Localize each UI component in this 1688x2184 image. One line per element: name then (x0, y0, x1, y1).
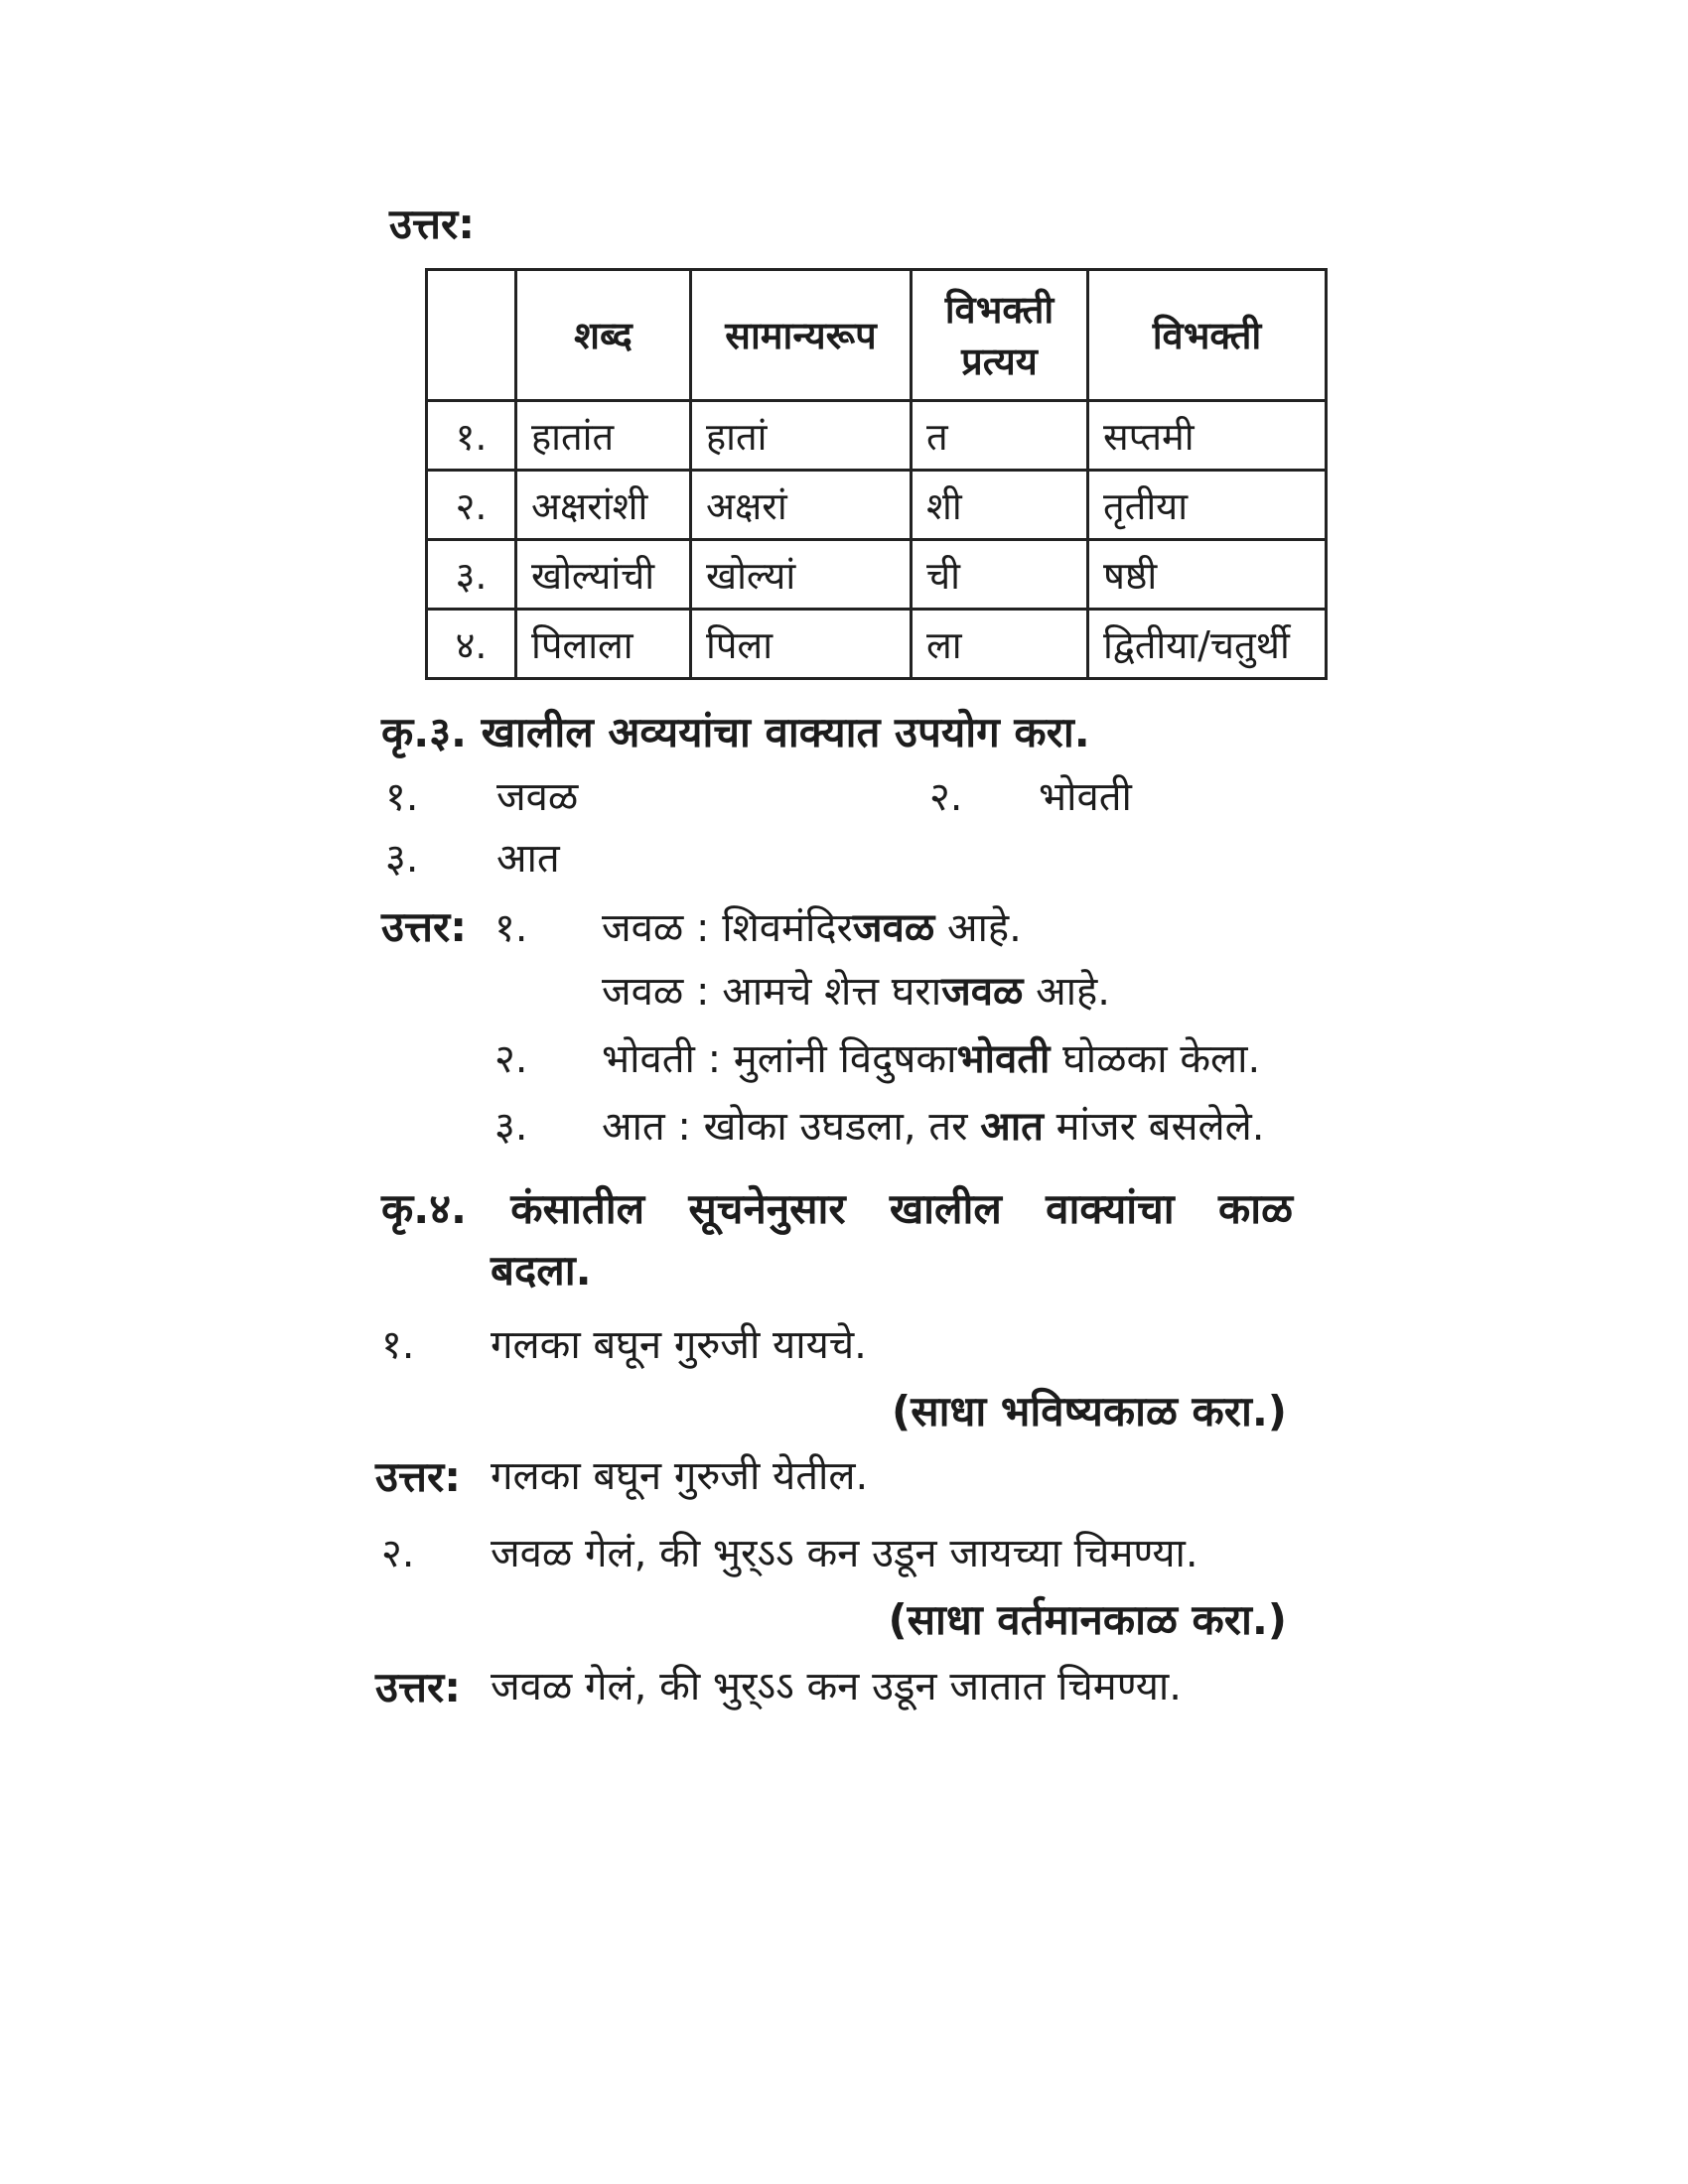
table-cell: त (912, 401, 1088, 471)
answer-keyword: भोवती (956, 1036, 1051, 1082)
answer-keyword: जवळ (852, 905, 935, 951)
table-row (427, 540, 1327, 610)
q3-item-number: १. (385, 774, 419, 820)
q4-item-number: २. (381, 1531, 415, 1576)
answer-text: मांजर बसलेले. (1055, 1104, 1265, 1150)
q3-item-word: भोवती (1039, 774, 1132, 820)
q4-item-number: १. (381, 1322, 415, 1368)
answer-text: घोळका केला. (1062, 1036, 1261, 1082)
table-header-row (427, 270, 1327, 401)
table-cell: सप्तमी (1088, 401, 1327, 471)
q4-item-instruction: (साधा वर्तमानकाळ करा.) (888, 1595, 1287, 1644)
table-cell: अक्षरांशी (516, 471, 691, 540)
answer-keyword-label: जवळ : (602, 905, 710, 951)
table-cell: हातांत (516, 401, 691, 471)
q4-item-instruction: (साधा भविष्यकाळ करा.) (892, 1387, 1287, 1435)
table-cell: खोल्यां (691, 540, 912, 610)
answer-keyword: जवळ (941, 969, 1024, 1015)
q3-title: कृ.३. खालील अव्ययांचा वाक्यात उपयोग करा. (381, 708, 1090, 756)
answer-keyword-label: भोवती : (602, 1036, 722, 1082)
table-cell: खोल्यांची (516, 540, 691, 610)
q4-answer-label: उत्तर: (375, 1663, 462, 1711)
answer-keyword-label: आत : (602, 1104, 691, 1150)
table-cell: १. (427, 401, 516, 471)
q3-answer-line (602, 967, 1110, 1017)
q3-answer-number: २. (494, 1036, 528, 1082)
table-cell: ला (912, 610, 1088, 679)
q3-item-number: २. (929, 774, 963, 820)
table-cell: तृतीया (1088, 471, 1327, 540)
answer-text: खोका उघडला, तर (703, 1104, 968, 1150)
table-header-cell: सामान्यरूप (691, 270, 912, 401)
q4-title-line1: कृ.४. कंसातील सूचनेनुसार खालील वाक्यांचा काळ (381, 1184, 1293, 1233)
table-header-cell: शब्द (516, 270, 691, 401)
answer-text: शिवमंदिर (722, 905, 853, 951)
vibhakti-table (425, 268, 1328, 680)
table-cell: षष्ठी (1088, 540, 1327, 610)
answer-text: मुलांनी विदुषका (733, 1036, 957, 1082)
answer-keyword: आत (980, 1104, 1044, 1150)
q3-item-word: जवळ (496, 774, 579, 820)
q4-item-sentence: जवळ गेलं, की भुर्ऽऽ कन उडून जायच्या चिमण्या. (491, 1531, 1198, 1576)
table-cell: पिला (691, 610, 912, 679)
table-row (427, 401, 1327, 471)
q3-answer-number: ३. (494, 1104, 528, 1150)
table-cell: द्वितीया/चतुर्थी (1088, 610, 1327, 679)
q3-answer-line (602, 1034, 1260, 1084)
table-cell: अक्षरां (691, 471, 912, 540)
table-row (427, 471, 1327, 540)
table-cell: ३. (427, 540, 516, 610)
q3-answer-number: १. (494, 905, 528, 951)
answer-keyword-label: जवळ : (602, 969, 710, 1015)
table-cell: २. (427, 471, 516, 540)
q3-answer-line (602, 903, 1022, 953)
answer-heading: उत्तर: (389, 200, 476, 248)
table-row (427, 610, 1327, 679)
q3-item-number: ३. (385, 836, 419, 882)
table-header-cell: विभक्ती (1088, 270, 1327, 401)
table-cell: शी (912, 471, 1088, 540)
table-cell: पिलाला (516, 610, 691, 679)
q3-item-word: आत (496, 836, 560, 882)
q4-answer-label: उत्तर: (375, 1452, 462, 1501)
table-cell: ४. (427, 610, 516, 679)
q4-answer-text: गलका बघून गुरुजी येतील. (491, 1453, 869, 1499)
q3-answer-line (602, 1102, 1265, 1152)
answer-text: आहे. (1036, 969, 1110, 1015)
table-cell: हातां (691, 401, 912, 471)
answer-text: आहे. (946, 905, 1022, 951)
q4-answer-text: जवळ गेलं, की भुर्ऽऽ कन उडून जातात चिमण्या. (491, 1664, 1182, 1709)
answer-text: आमचे शेत्त घरा (722, 969, 942, 1015)
table-header-cell: विभक्ती प्रत्यय (912, 270, 1088, 401)
q4-title-line2: बदला. (491, 1246, 592, 1295)
q4-item-sentence: गलका बघून गुरुजी यायचे. (491, 1322, 867, 1368)
table-header-cell (427, 270, 516, 401)
table-cell: ची (912, 540, 1088, 610)
q3-answer-label: उत्तर: (381, 902, 468, 951)
